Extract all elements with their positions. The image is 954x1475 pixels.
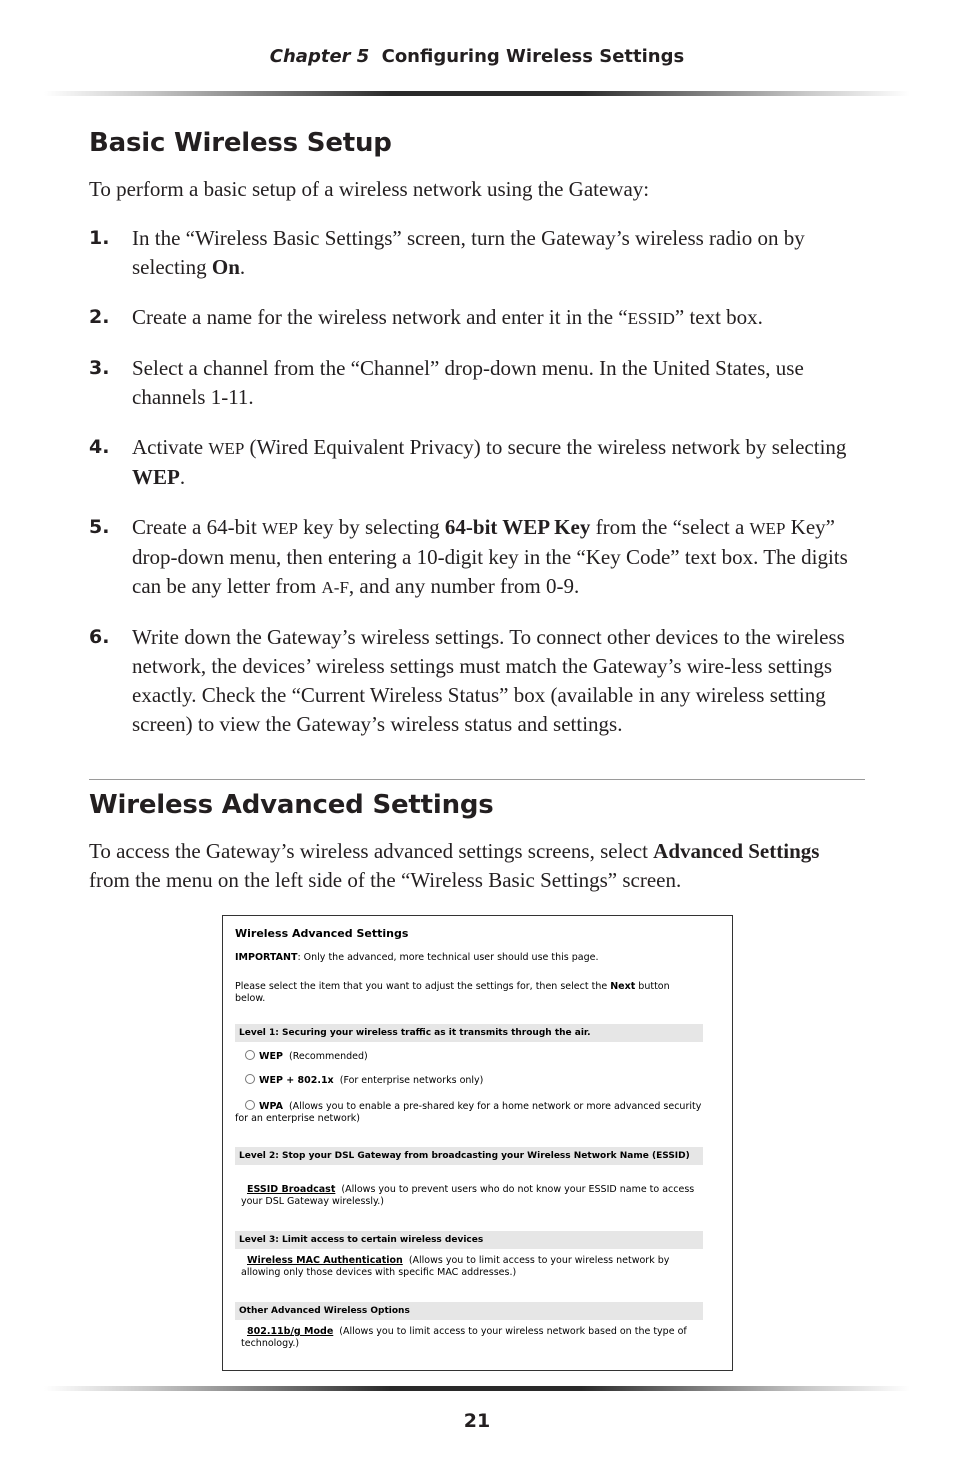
wpa-desc: (Allows you to enable a pre-shared key for a home network or more advanced security for an enterprise network): [235, 1101, 702, 1124]
mode-link[interactable]: 802.11b/g Mode: [247, 1326, 334, 1337]
step-number: 6.: [89, 626, 110, 648]
running-head: [0, 46, 954, 67]
basic-intro-wrap: [89, 175, 865, 204]
advanced-settings-screenshot: [222, 915, 733, 1371]
wpa-label: WPA: [259, 1101, 283, 1112]
step-text: ” text box.: [674, 305, 763, 329]
option-wep: [235, 1050, 703, 1063]
step-smallcaps: WEP: [749, 519, 786, 538]
wep-8021x-desc: (For enterprise networks only): [339, 1075, 484, 1086]
step-text: (Wired Equivalent Privacy) to secure the wireless network by selecting: [244, 435, 847, 459]
essid-row: [235, 1184, 709, 1208]
step-text: from the “select a: [590, 515, 750, 539]
step-text: Key” drop-down menu, then entering a 10-digit key in the “Key Code” text box. The digits can be any letter from: [132, 515, 848, 598]
advanced-heading: Wireless Advanced Settings: [89, 790, 494, 820]
page-number: 21: [463, 1410, 491, 1432]
step-text: Write down the Gateway’s wireless settings. To connect other devices to the wireless network, the devices’ wireless settings must match the Gateway’s wire-less settings exactly. Check the “Current Wireless Status” box (available in any wireless setting screen) to view the Gateway’s wireless status and settings.: [132, 625, 845, 736]
important-label: IMPORTANT: [235, 952, 298, 963]
header-rule: [44, 91, 910, 96]
instr-text: button below.: [235, 981, 670, 1004]
important-text: : Only the advanced, more technical user should use this page.: [297, 952, 599, 963]
step-smallcaps: WEP: [208, 439, 245, 458]
mode-desc: (Allows you to limit access to your wireless network based on the type of technology.): [241, 1326, 687, 1349]
step-bold: WEP: [132, 465, 180, 489]
step-text: In the “Wireless Basic Settings” screen, turn the Gateway’s wireless radio on by selecting: [132, 226, 805, 279]
option-wep-8021x: [235, 1074, 703, 1087]
step-text: Activate: [132, 435, 209, 459]
basic-intro: To perform a basic setup of a wireless network using the Gateway:: [89, 177, 650, 201]
mac-auth-link[interactable]: Wireless MAC Authentication: [247, 1255, 403, 1266]
instr-text: Please select the item that you want to adjust the settings for, then select the: [235, 981, 611, 992]
instr-bold: Next: [610, 981, 636, 992]
step-number: 5.: [89, 516, 110, 538]
step-text: .: [239, 255, 246, 279]
para-bold: Advanced Settings: [653, 839, 820, 863]
chapter-label: Chapter 5: [269, 46, 370, 67]
instructions: [235, 981, 700, 1005]
step-number: 2.: [89, 306, 110, 328]
para-text: To access the Gateway’s wireless advanced settings screens, select: [89, 839, 654, 863]
important-note: [235, 952, 700, 964]
step-bold: 64-bit WEP Key: [444, 515, 591, 539]
level3-band: Level 3: Limit access to certain wireless devices: [235, 1231, 703, 1249]
footer-rule: [44, 1386, 910, 1391]
other-band: Other Advanced Wireless Options: [235, 1302, 703, 1320]
para-text: from the menu on the left side of the “Wireless Basic Settings” screen.: [89, 868, 682, 892]
option-wpa: [235, 1100, 703, 1125]
basic-heading: Basic Wireless Setup: [89, 128, 392, 158]
wep-desc: (Recommended): [288, 1051, 368, 1062]
mac-desc: (Allows you to limit access to your wireless network by allowing only those devices with specific MAC addresses.): [241, 1255, 670, 1278]
step-number: 1.: [89, 227, 110, 249]
chapter-title: Configuring Wireless Settings: [381, 46, 685, 67]
step-bold: On: [211, 255, 240, 279]
advanced-section: [89, 790, 865, 820]
screenshot-title: Wireless Advanced Settings: [235, 927, 409, 940]
step-smallcaps: WEP: [262, 519, 298, 538]
mac-row: [235, 1255, 709, 1279]
step-text: , and any number from 0-9.: [348, 574, 580, 598]
basic-section: [89, 128, 865, 158]
advanced-para-wrap: [89, 837, 865, 895]
wep-8021x-radio[interactable]: [245, 1074, 255, 1084]
step-text: Create a name for the wireless network and enter it in the “: [132, 305, 628, 329]
step-5: [89, 513, 865, 602]
level1-band: Level 1: Securing your wireless traffic as it transmits through the air.: [235, 1024, 703, 1042]
step-6: [89, 623, 865, 739]
step-text: Create a 64-bit: [132, 515, 263, 539]
wep-radio[interactable]: [245, 1050, 255, 1060]
section-divider: [89, 779, 865, 780]
step-smallcaps: ESSID: [627, 309, 675, 328]
step-text: Select a channel from the “Channel” drop-down menu. In the United States, use channels 1-11.: [132, 356, 804, 409]
step-text: key by selecting: [297, 515, 445, 539]
step-1: [89, 224, 865, 282]
wep-8021x-label: WEP + 802.1x: [259, 1075, 334, 1086]
step-number: 4.: [89, 436, 110, 458]
wep-label: WEP: [259, 1051, 283, 1062]
step-number: 3.: [89, 357, 110, 379]
steps-list: [89, 224, 865, 739]
mode-row: [235, 1326, 709, 1350]
wpa-radio[interactable]: [245, 1100, 255, 1110]
step-4: [89, 433, 865, 492]
level2-band: Level 2: Stop your DSL Gateway from broadcasting your Wireless Network Name (ESSID): [235, 1147, 703, 1165]
step-smallcaps: A-F: [321, 578, 349, 597]
advanced-paragraph: [89, 837, 865, 895]
essid-broadcast-link[interactable]: ESSID Broadcast: [247, 1184, 336, 1195]
step-3: [89, 354, 865, 412]
steps-wrap: [89, 224, 865, 760]
step-text: .: [179, 465, 186, 489]
essid-desc: (Allows you to prevent users who do not know your ESSID name to access your DSL Gateway wirelessly.): [241, 1184, 695, 1207]
step-2: [89, 303, 865, 333]
